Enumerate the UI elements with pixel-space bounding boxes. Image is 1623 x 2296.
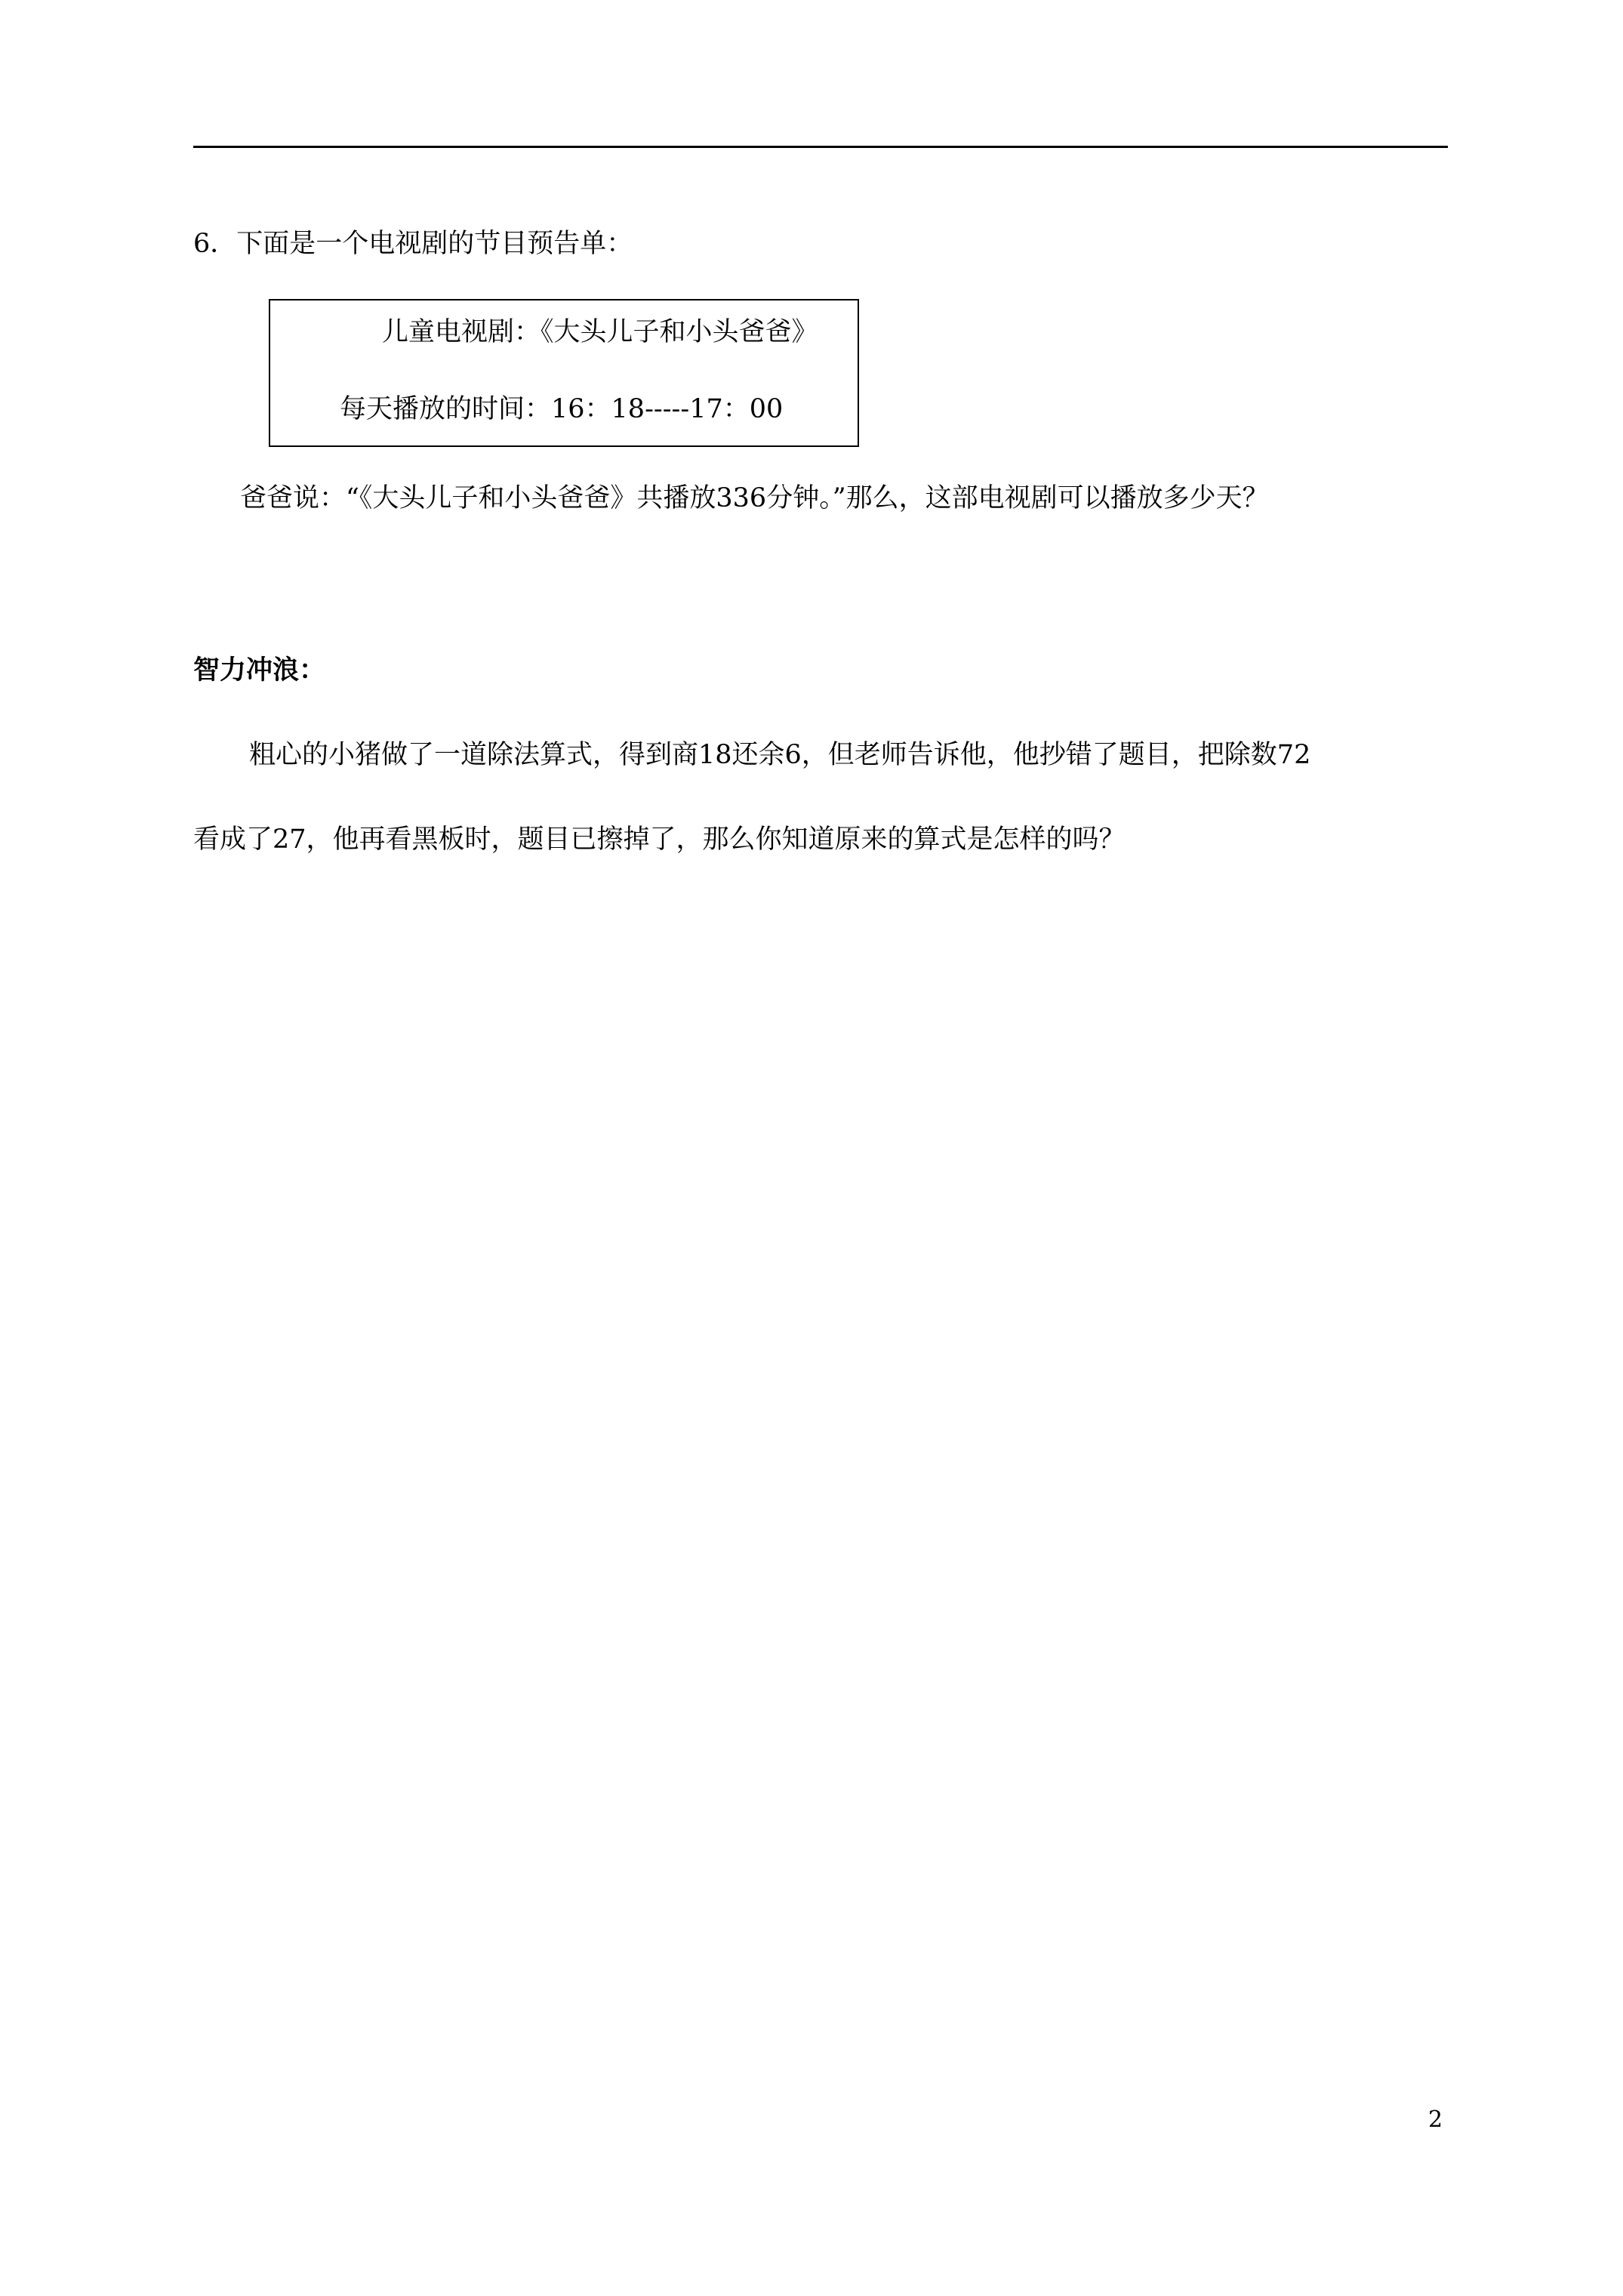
puzzle-section-title: 智力冲浪： (193, 655, 326, 686)
header-rule (193, 146, 1448, 148)
question-6-label: 6．下面是一个电视剧的节目预告单： (193, 229, 633, 259)
page-number: 2 (1428, 2106, 1443, 2133)
tv-schedule-time: 每天播放的时间：16：18-----17：00 (340, 394, 784, 424)
question-6-text: 爸爸说：“《大头儿子和小头爸爸》共播放336分钟。”那么，这部电视剧可以播放多少天？ (240, 483, 1269, 513)
puzzle-text-line-2: 看成了27，他再看黑板时，题目已擦掉了，那么你知道原来的算式是怎样的吗？ (193, 824, 1126, 855)
puzzle-text-line-1: 粗心的小猪做了一道除法算式，得到商18还余6，但老师告诉他，他抄错了题目，把除数72 (249, 740, 1311, 770)
tv-schedule-title: 儿童电视剧：《大头儿子和小头爸爸》 (382, 317, 818, 347)
tv-schedule-box (269, 299, 859, 447)
